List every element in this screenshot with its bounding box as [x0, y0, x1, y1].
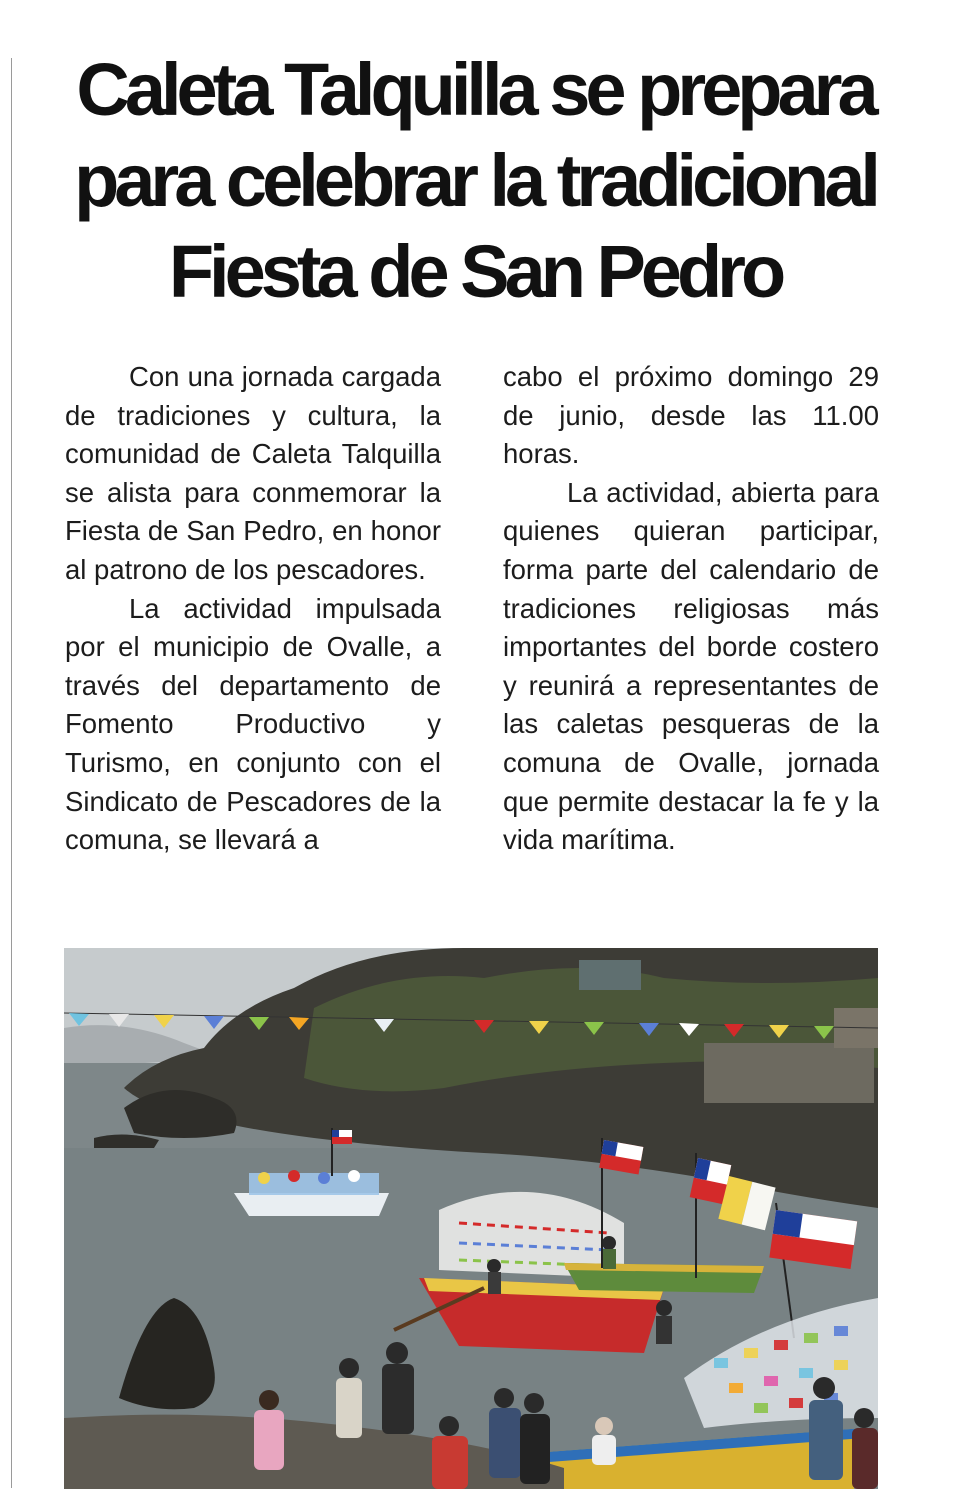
paragraph-description: La actividad, abierta para quienes quieran participar, forma parte del calendario de tradiciones religiosas más importantes del borde costero y reunirá a representantes de las caletas pesqueras de la comuna de Ovalle, jornada que permite destacar la fe y la vida marítima.: [503, 476, 879, 856]
article-column-right: [503, 358, 879, 860]
article-column-left: [65, 358, 441, 860]
page-left-rule: [11, 58, 12, 1488]
headline-line-3: Fiesta de San Pedro: [168, 230, 782, 313]
paragraph-date: cabo el próximo domingo 29 de junio, desde las 11.00 horas.: [503, 361, 879, 470]
headline-line-2: para celebrar la tradicional: [74, 139, 876, 222]
headline-line-1: Caleta Talquilla se prepara: [76, 48, 874, 131]
article-headline: [40, 44, 910, 317]
boats-procession-illustration: [64, 948, 878, 1489]
paragraph-intro: Con una jornada cargada de tradiciones y cultura, la comunidad de Caleta Talquilla se alista para conmemorar la Fiesta de San Pedro, en honor al patrono de los pescadores.: [65, 361, 441, 585]
paragraph-organizers: La actividad impulsada por el municipio de Ovalle, a través del departamento de Fomento Productivo y Turismo, en conjunto con el Sindicato de Pescadores de la comuna, se llevará a: [65, 592, 441, 856]
article-photo: [64, 948, 878, 1489]
